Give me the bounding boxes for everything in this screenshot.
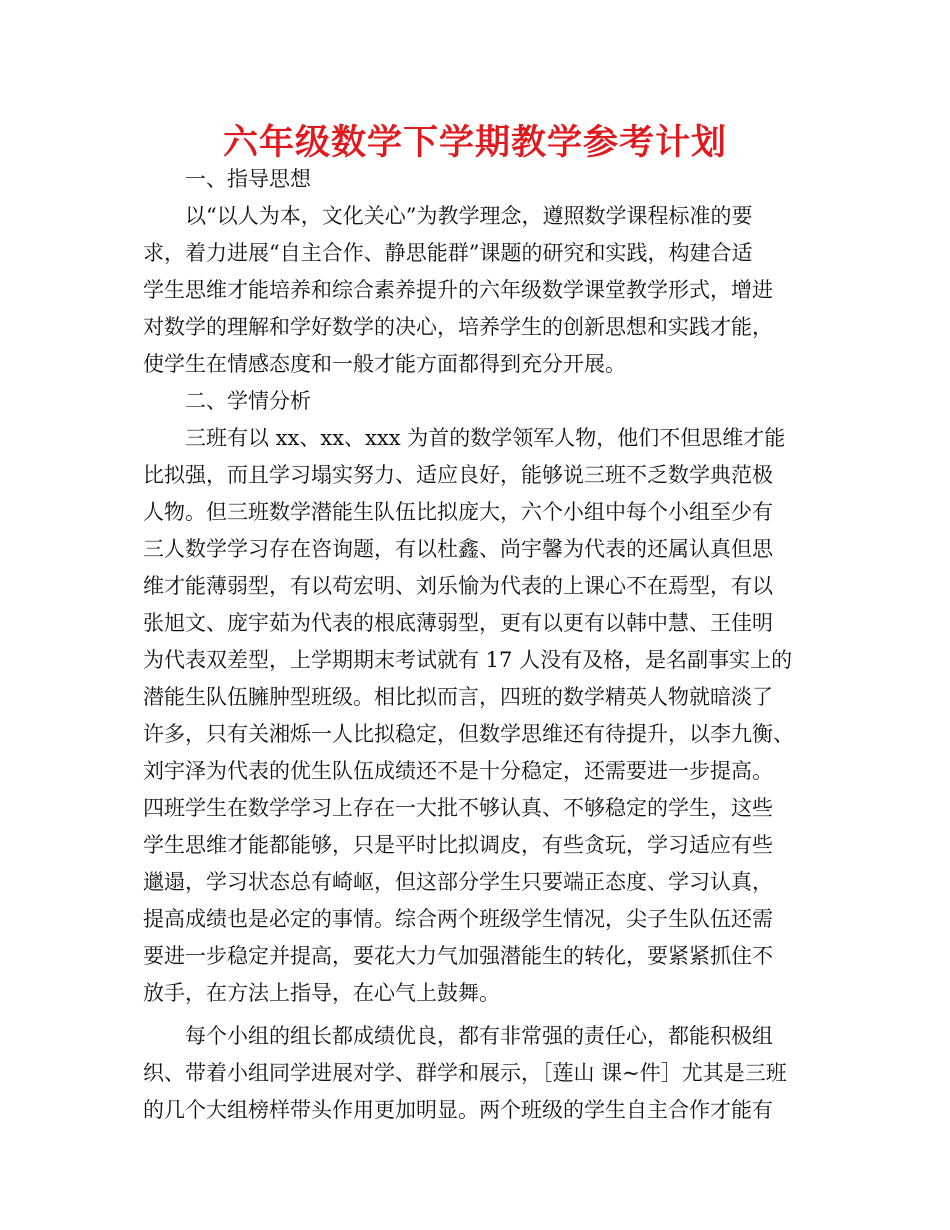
text-line: 维才能薄弱型，有以苟宏明、刘乐愉为代表的上课心不在焉型，有以: [143, 574, 773, 598]
text-line: 邋遢，学习状态总有崎岖，但这部分学生只要端正态度、学习认真，: [143, 870, 773, 894]
text-line: 对数学的理解和学好数学的决心，培养学生的创新思想和实践才能，: [143, 315, 773, 339]
text-line: 张旭文、庞宇茹为代表的根底薄弱型，更有以更有以韩中慧、王佳明: [143, 611, 773, 635]
text-line: 每个小组的组长都成绩优良，都有非常强的责任心，都能积极组: [185, 1024, 773, 1048]
text-line: 求，着力进展“自主合作、静思能群”课题的研究和实践，构建合适: [143, 241, 753, 265]
document-title: 六年级数学下学期教学参考计划: [222, 123, 727, 163]
text-line: 潜能生队伍臃肿型班级。相比拟而言，四班的数学精英人物就暗淡了: [143, 685, 773, 709]
text-line: 学生思维才能都能够，只是平时比拟调皮，有些贪玩，学习适应有些: [143, 833, 773, 857]
text-line: 一、指导思想: [185, 167, 311, 191]
text-line: 放手，在方法上指导，在心气上鼓舞。: [143, 981, 500, 1005]
text-line: 织、带着小组同学进展对学、群学和展示，［莲山 课~件］尤其是三班: [143, 1061, 787, 1085]
text-line: 三班有以 xx、xx、xxx 为首的数学领军人物，他们不但思维才能: [185, 426, 786, 450]
text-line: 四班学生在数学学习上存在一大批不够认真、不够稳定的学生，这些: [143, 796, 773, 820]
text-line: 三人数学学习存在咨询题，有以杜鑫、尚宇馨为代表的还属认真但思: [143, 537, 773, 561]
text-line: 提高成绩也是必定的事情。综合两个班级学生情况，尖子生队伍还需: [143, 907, 773, 931]
text-line: 使学生在情感态度和一般才能方面都得到充分开展。: [143, 352, 626, 376]
text-line: 要进一步稳定并提高，要花大力气加强潜能生的转化，要紧紧抓住不: [143, 944, 773, 968]
document-body: [143, 161, 833, 1129]
text-line: 许多，只有关湘烁一人比拟稳定，但数学思维还有待提升，以李九衡、: [143, 722, 794, 746]
text-line: 的几个大组榜样带头作用更加明显。两个班级的学生自主合作才能有: [143, 1098, 773, 1122]
text-line: 二、学情分析: [185, 389, 311, 413]
text-line: 为代表双差型，上学期期末考试就有 17 人没有及格，是名副事实上的: [143, 648, 793, 672]
text-line: 人物。但三班数学潜能生队伍比拟庞大，六个小组中每个小组至少有: [143, 500, 773, 524]
text-line: 比拟强，而且学习塌实努力、适应良好，能够说三班不乏数学典范极: [143, 463, 773, 487]
text-line: 刘宇泽为代表的优生队伍成绩还不是十分稳定，还需要进一步提高。: [143, 759, 773, 783]
text-line: 以“以人为本，文化关心”为教学理念，遵照数学课程标准的要: [185, 204, 753, 228]
text-line: 学生思维才能培养和综合素养提升的六年级数学课堂教学形式，增进: [143, 278, 773, 302]
